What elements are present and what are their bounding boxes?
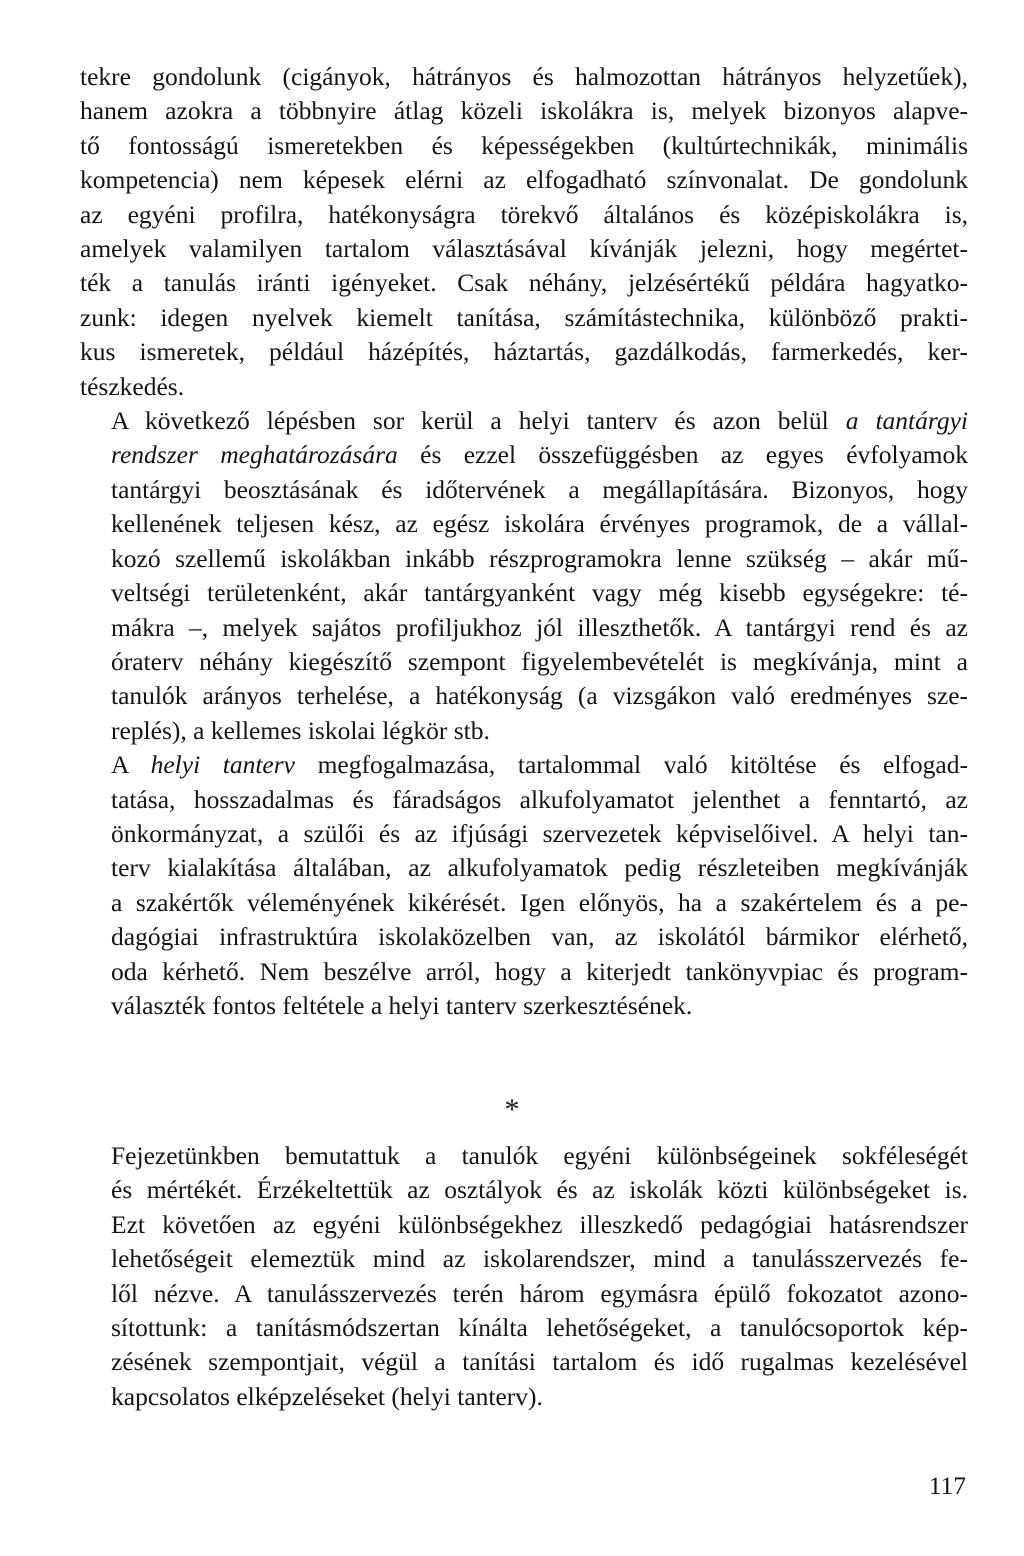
text-line <box>80 989 968 1023</box>
text-line <box>80 232 968 266</box>
text-segment: zunk: idegen nyelvek kiemelt tanítása, számítástechnika, különböző prakti- <box>80 302 968 332</box>
asterisk-separator: * <box>504 1093 520 1126</box>
text-line <box>80 473 968 507</box>
text-segment: önkormányzat, a szülői és az ifjúsági szervezetek képviselőivel. A helyi tan- <box>111 818 968 848</box>
text-line <box>80 507 968 541</box>
text-segment: megfogalmazása, tartalommal való kitöltése és elfogad- <box>295 750 968 780</box>
text-line <box>80 611 968 645</box>
text-segment: hanem azokra a többnyire átlag közeli iskolákra is, melyek bizonyos alapve- <box>80 96 968 126</box>
text-segment: tő fontosságú ismeretekben és képességekben (kultúrtechnikák, minimális <box>80 130 968 160</box>
text-segment: oda kérhető. Nem beszélve arról, hogy a kiterjedt tankönyvpiac és program- <box>111 956 968 986</box>
text-line <box>80 1311 968 1345</box>
text-segment: kellenének teljesen kész, az egész iskolára érvényes programok, de a vállal- <box>111 509 968 539</box>
text-line <box>80 783 968 817</box>
text-segment: ték a tanulás iránti igényeket. Csak néhány, jelzésértékű példára hagyatko- <box>80 268 968 298</box>
text-segment: az egyéni profilra, hatékonyságra törekvő általános és középiskolákra is, <box>80 199 968 229</box>
text-line <box>80 163 968 197</box>
text-line <box>80 1345 968 1379</box>
text-segment: mákra –, melyek sajátos profiljukhoz jól illeszthetők. A tantárgyi rend és az <box>111 612 968 642</box>
text-segment: a szakértők véleményének kikérését. Igen előnyös, ha a szakértelem és a pe- <box>111 887 968 917</box>
text-line <box>80 335 968 369</box>
paragraph <box>80 404 968 748</box>
text-segment: kozó szellemű iskolákban inkább részprogramokra lenne szükség – akár mű- <box>111 543 968 573</box>
text-line <box>80 60 968 94</box>
text-line <box>80 266 968 300</box>
text-segment: választék fontos feltétele a helyi tanterv szerkesztésének. <box>111 990 693 1020</box>
text-line <box>80 679 968 713</box>
text-line <box>80 645 968 679</box>
text-line <box>80 198 968 232</box>
text-segment: lől nézve. A tanulásszervezés terén három egymásra épülő fokozatot azono- <box>111 1278 968 1308</box>
text-line <box>80 886 968 920</box>
text-line <box>80 1242 968 1276</box>
paragraph <box>80 748 968 1023</box>
italic-text: a tantárgyi <box>845 406 968 436</box>
text-segment: és mértékét. Érzékeltettük az osztályok és az iskolák közti különbségeket is. <box>111 1175 968 1205</box>
text-segment: A <box>111 750 151 780</box>
text-line <box>80 920 968 954</box>
text-segment: lehetőségeit elemeztük mind az iskolarendszer, mind a tanulásszervezés fe- <box>111 1244 968 1274</box>
italic-text: rendszer meghatározására <box>111 440 398 470</box>
page-number: 117 <box>928 1471 966 1500</box>
text-line <box>80 817 968 851</box>
text-segment: zésének szempontjait, végül a tanítási tartalom és idő rugalmas kezelésével <box>111 1347 968 1377</box>
text-line <box>80 748 968 782</box>
text-segment: Fejezetünkben bemutattuk a tanulók egyéni különbségeinek sokféleségét <box>111 1141 968 1170</box>
text-segment: tészkedés. <box>80 371 185 401</box>
text-segment: terv kialakítása általában, az alkufolyamatok pedig részleteiben megkívánják <box>111 853 968 883</box>
text-segment: Ezt követően az egyéni különbségekhez illeszkedő pedagógiai hatásrendszer <box>111 1209 968 1239</box>
text-segment: tekre gondolunk (cigányok, hátrányos és halmozottan hátrányos helyzetűek), <box>80 62 968 91</box>
text-line <box>80 1380 968 1414</box>
text-line <box>80 301 968 335</box>
text-line <box>80 714 968 748</box>
paragraph <box>80 60 968 404</box>
chapter-summary <box>80 1139 968 1414</box>
paragraph <box>80 1139 968 1414</box>
text-line <box>80 1277 968 1311</box>
text-segment: amelyek valamilyen tartalom választásával kívánják jelezni, hogy megértet- <box>80 234 968 264</box>
main-text <box>80 60 968 1023</box>
text-segment: óraterv néhány kiegészítő szempont figyelembevételét is megkívánja, mint a <box>111 646 968 676</box>
italic-text: helyi tanterv <box>150 750 295 780</box>
text-line <box>80 94 968 128</box>
text-segment: replés), a kellemes iskolai légkör stb. <box>111 715 490 745</box>
text-segment: kus ismeretek, például házépítés, háztartás, gazdálkodás, farmerkedés, ker- <box>80 337 968 367</box>
text-line <box>80 370 968 404</box>
text-segment: kompetencia) nem képesek elérni az elfogadható színvonalat. De gondolunk <box>80 165 968 195</box>
text-line <box>80 542 968 576</box>
text-segment: dagógiai infrastruktúra iskolaközelben van, az iskolától bármikor elérhető, <box>111 922 968 952</box>
text-segment: tatása, hosszadalmas és fáradságos alkufolyamatot jelenthet a fenntartó, az <box>111 784 968 814</box>
text-segment: és ezzel összefüggésben az egyes évfolyamok <box>397 440 968 470</box>
text-line <box>80 955 968 989</box>
text-line <box>80 129 968 163</box>
section-separator <box>0 1093 1024 1127</box>
text-line <box>80 576 968 610</box>
text-segment: A következő lépésben sor kerül a helyi tanterv és azon belül <box>111 406 846 436</box>
text-line <box>80 1139 968 1173</box>
text-line <box>80 851 968 885</box>
text-line <box>80 404 968 438</box>
text-segment: tanulók arányos terhelése, a hatékonyság (a vizsgákon való eredményes sze- <box>111 681 968 711</box>
text-line <box>80 1173 968 1207</box>
text-line <box>80 438 968 472</box>
text-segment: tantárgyi beosztásának és időtervének a megállapítására. Bizonyos, hogy <box>111 474 968 504</box>
text-segment: sítottunk: a tanításmódszertan kínálta lehetőségeket, a tanulócsoportok kép- <box>111 1313 968 1343</box>
text-line <box>80 1208 968 1242</box>
text-segment: veltségi területenként, akár tantárgyanként vagy még kisebb egységekre: té- <box>111 578 968 608</box>
text-segment: kapcsolatos elképzeléseket (helyi tanterv). <box>111 1381 543 1411</box>
